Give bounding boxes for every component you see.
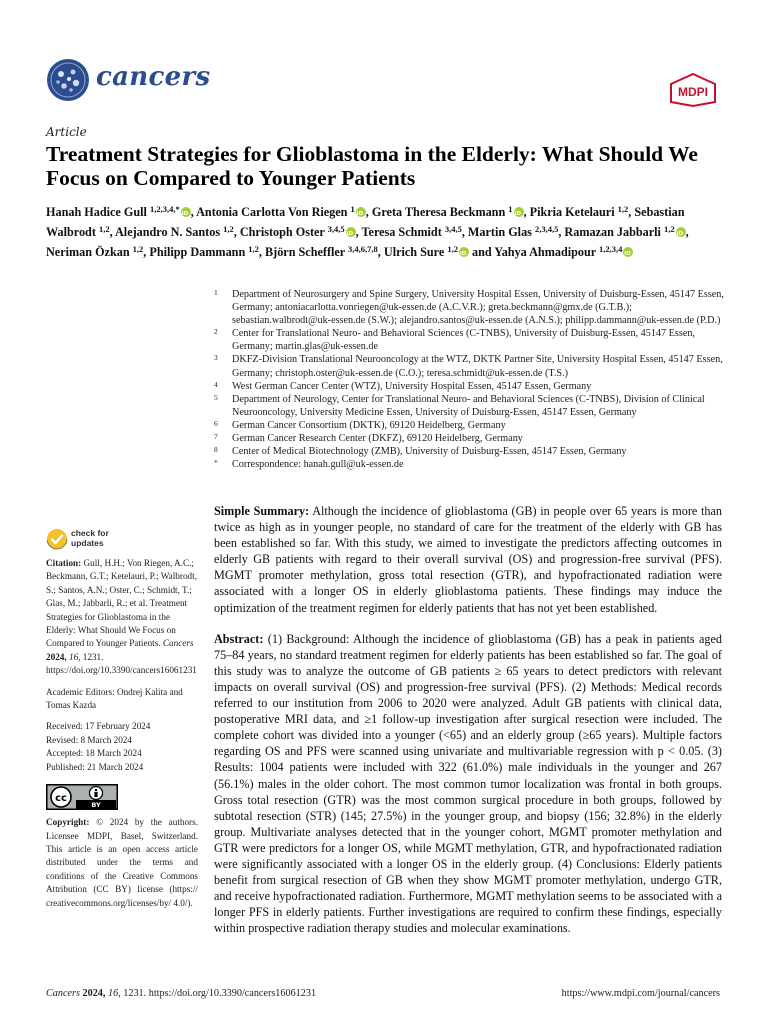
copyright-label: Copyright: [46,817,90,828]
citation-volume: 16, [68,651,81,662]
affiliation-item [214,419,729,432]
citation-year: 2024, [46,651,67,662]
cc-by-license-icon[interactable] [46,784,118,810]
affiliation-text: DKFZ-Division Translational Neurooncology at the WTZ, DKTK Partner Site, University Hospital Essen, 45147 Essen, Germany; christoph.oster@uk-essen.de (C.O.); teresa.schmidt@uk-essen.de (T.S.) [232,354,723,379]
dates [46,720,198,774]
orcid-icon[interactable] [514,207,524,217]
author-name[interactable]: Sebastian Walbrodt [46,205,685,240]
author-name[interactable]: Teresa Schmidt [361,225,442,240]
affiliation-item [214,288,729,327]
affiliation-text: Department of Neurosurgery and Spine Surgery, University Hospital Essen, University of Duisburg-Essen, 45147 Essen, Germany; antoniacarlotta.vonriegen@uk-essen.de (A.C.V.R.); greta.beckmann@gmx.de (G.T.B.); sebastian.walbrodt@uk-essen.de (S.W.); alejandro.santos@uk-essen.de (A.N.S.); philipp.dammann@uk-essen.de (P.D.) [232,289,724,327]
author-name[interactable]: Yahya Ahmadipour [494,245,596,260]
copyright-text: © 2024 by the authors. Licensee MDPI, Basel, Switzerland. This article is an open access article distributed under the terms and conditions of the Creative Commons Attribution (CC BY) license (https:// creativecommons.org/licenses/by/ 4.0/). [46,817,198,908]
author-name[interactable]: Ulrich Sure [383,245,445,260]
affiliation-number: 3 [214,353,218,363]
mdpi-logo-icon [667,72,719,108]
affiliation-text: Center for Translational Neuro- and Behavioral Sciences (C-TNBS), University of Duisburg-Essen, 45147 Essen, Germany; martin.glas@uk-essen.de [232,328,695,353]
affiliation-number: 1 [214,288,218,297]
author-affiliation-marker: 1 [508,204,513,214]
author-affiliation-marker: 1,2,3,4,* [149,204,180,214]
affiliation-number: 7 [214,432,218,442]
journal-logo-icon [46,58,90,102]
affiliation-number: 4 [214,379,218,389]
check-updates-line1: check for [71,528,109,538]
affiliation-text: West German Cancer Center (WTZ), University Hospital Essen, 45147 Essen, Germany [232,380,592,392]
author-affiliation-marker: 1,2 [98,224,110,235]
affiliation-text: Center of Medical Biotechnology (ZMB), University of Duisburg-Essen, 45147 Essen, Germany [232,446,627,458]
footer-journal: Cancers [46,988,80,999]
author-affiliation-marker: 1,2 [248,244,259,255]
author-name[interactable]: Philipp Dammann [149,245,246,260]
affiliation-item [214,380,729,393]
affiliation-text: German Cancer Consortium (DKTK), 69120 Heidelberg, Germany [232,419,506,431]
affiliation-item [214,458,729,471]
affiliation-number: 2 [214,327,218,337]
simple-summary [214,503,722,616]
check-updates-text [71,529,109,548]
author-name[interactable]: Neriman Özkan [46,245,130,260]
paper-title: Treatment Strategies for Glioblastoma in the Elderly: What Should We Focus on Compared to Younger Patients [46,142,698,190]
author-affiliation-marker: 1,2 [447,244,458,255]
abstract [214,631,722,937]
check-updates-line2: updates [71,537,104,548]
affiliation-number: 8 [214,445,218,455]
simple-summary-label: Simple Summary: [214,504,310,518]
sidebar [46,557,198,918]
authors-conjunction: and [471,245,492,260]
affiliation-item [214,445,729,458]
author-affiliation-marker: 1,2 [617,204,629,214]
academic-editors [46,686,198,713]
footer-citation [46,988,316,999]
author-affiliation-marker: 3,4,5 [444,224,462,235]
abstract-text: (1) Background: Although the incidence of glioblastoma (GB) has a peak in patients aged 75–84 years, no standard treatment regimen for elderly patients has been established so far. The goal of this study was to analyze the outcome of GB patients ≥ 65 years to detect predictors with relevant impacts on overall survival (OS) and progression-free survival (PFS). (2) Methods: Medical records referred to our institution from 2006 to 2020 were analyzed. Adult GB patients with clinical data, postoperative MRI data, and ≥1 follow-up investigation after surgical resection were included. The complete cohort was divided into a younger (<65) and an elderly group (≥65 years). Multiple factors regarding OS and PFS were scanned using univariate and multivariable regression with p < 0.05. (3) Results: 1004 patients were included with 322 (61.0%) male individuals in the younger and 267 (56.1%) males in the older cohort. The most common tumor localization was frontal in both groups. Gross total resection (GTR) was the most common surgical procedure in both groups, followed by subtotal resection (STR) (145; 27.5%) in the younger group, and biopsy (156; 32.8%) in the elderly group. Multivariate analyses detected that in the younger cohort, MGMT promoter methylation and GTR were predictors for a longer OS, while MGMT methylation, GTR, and hypofractionated radiation were significantly associated with a longer OS in the elderly group. (4) Conclusions: Elderly patients benefit from surgical resection of GB when they show MGMT promoter methylation, undergo GTR, and receive hypofractionated radiation. Furthermore, MGMT methylation seems to be associated with a longer PFS in elderly patients. Further investigations are required to confirm these findings, especially within prospective radiation therapy studies and molecular examinations. [214,631,722,936]
author-name[interactable]: Ramazan Jabbarli [564,225,661,240]
check-updates-icon [46,528,68,550]
svg-text:cc: cc [55,793,67,805]
author-affiliation-marker: 3,4,6,7,8 [348,244,378,255]
author-name[interactable]: Christoph Oster [239,225,325,240]
check-for-updates-badge[interactable] [46,528,116,552]
affiliation-item [214,327,729,353]
orcid-icon[interactable] [623,247,633,257]
author-name[interactable]: Greta Theresa Beckmann [371,205,506,219]
affiliation-item [214,393,729,419]
orcid-icon[interactable] [459,247,469,257]
affiliation-number: 6 [214,418,218,428]
footer-volume: 16, [107,988,121,999]
affiliation-text: Correspondence: hanah.gull@uk-essen.de [232,459,404,471]
author-affiliation-marker: 1,2,3,4 [599,244,623,255]
orcid-icon[interactable] [676,227,686,237]
affiliation-item [214,353,729,379]
simple-summary-text: Although the incidence of glioblastoma (GB) in people over 65 years is more than twice as high as in younger people, no standard of care for the treatment of the elderly with GB has been established so far. With this study, we aimed to investigate the predictors affecting outcomes in elderly GB patients with regard to their overall survival (OS) and progression-free survival (PFS). MGMT promoter methylation, gross total resection (GTR), and hypofractionated radiation were associated with a longer OS in elderly glioblastoma patients. These findings may induce the optimization of the treatment regimen for elderly patients that has not yet been established. [214,504,723,615]
footer-journal-url[interactable]: https://www.mdpi.com/journal/cancers [561,988,720,999]
footer-doi[interactable]: 1231. https://doi.org/10.3390/cancers16061231 [123,988,317,999]
abstract-label: Abstract: [214,631,264,646]
author-list: Hanah Hadice Gull $^{1,2,3,4,*}$iD , Antonia Carlotta Von Riegen $^1$iD , Greta Theresa Beckmann $^1$iD , Pikria Ketelauri $^{1,2}$, Sebastian Walbrodt $^{1,2}$, Alejandro N. Santos $^{1,2}$, Christoph Oster $^{3,4,5}$iD , Teresa Schmidt $^{3,4,5}$, Martin Glas $^{2,3,4,5}$, Ramazan Jabbarli $^{1,2}$iD , Neriman Özkan $^{1,2}$, Philipp Dammann $^{1,2}$, Björn Scheffler $^{3,4,6,7,8}$, Ulrich Sure $^{1,2}$iD and Yahya Ahmadipour $^{1,2,3,4}$iD [46,201,726,262]
editors-text: Ondrej Kalita and Tomas Kazda [46,686,183,711]
cc-label: BY [91,801,101,810]
main-content [214,503,722,936]
article-type: Article [46,125,87,139]
copyright [46,816,198,910]
author-affiliation-marker: 1,2 [223,224,234,235]
date-revised: Revised: 8 March 2024 [46,734,132,745]
author-name[interactable]: Antonia Carlotta Von Riegen [196,205,348,219]
publisher-name: MDPI [678,85,708,99]
author-affiliation-marker: 1,2 [132,244,144,255]
citation-text: Gull, H.H.; Von Riegen, A.C.; Beckmann, G.T.; Ketelauri, P.; Walbrodt, S.; Santos, A.N.; Oster, C.; Schmidt, T.; Glas, M.; Jabbarli, R.; et al. Treatment Strategies for Glioblastoma in the Elderly: What Should We Focus on Compared to Younger Patients. [46,558,197,649]
affiliation-text: Department of Neurology, Center for Translational Neuro- and Behavioral Sciences (C-TNBS), Division of Clinical Neurooncology, University Medicine Essen, University of Duisburg-Essen, 45147 Essen, Germany [232,393,705,418]
author-name[interactable]: Hanah Hadice Gull [46,205,147,219]
journal-name: cancers [96,62,211,92]
footer-year: 2024, [82,988,106,999]
author-affiliation-marker: 2,3,4,5 [534,224,559,235]
editors-label: Academic Editors: [46,686,115,697]
orcid-icon[interactable] [346,227,356,237]
date-published: Published: 21 March 2024 [46,761,144,772]
citation-journal: Cancers [162,638,194,649]
citation-label: Citation: [46,558,82,568]
author-name[interactable]: Björn Scheffler [265,245,345,260]
orcid-icon[interactable] [356,207,366,217]
affiliation-item [214,432,729,445]
author-name[interactable]: Alejandro N. Santos [115,225,221,240]
date-received: Received: 17 February 2024 [46,721,151,732]
affiliation-number: 5 [214,392,218,402]
author-name[interactable]: Pikria Ketelauri [529,205,615,219]
affiliation-number: * [214,458,218,468]
author-affiliation-marker: 3,4,5 [327,224,345,235]
citation [46,557,198,678]
orcid-icon[interactable] [181,207,191,217]
author-affiliation-marker: 1,2 [663,224,675,235]
citation-doi[interactable]: 1231. https://doi.org/10.3390/cancers16061231 [46,651,197,676]
affiliation-list [214,288,729,471]
author-affiliation-marker: 1 [350,204,355,214]
affiliation-text: German Cancer Research Center (DKFZ), 69120 Heidelberg, Germany [232,433,523,445]
author-name[interactable]: Martin Glas [467,225,532,240]
date-accepted: Accepted: 18 March 2024 [46,748,142,759]
